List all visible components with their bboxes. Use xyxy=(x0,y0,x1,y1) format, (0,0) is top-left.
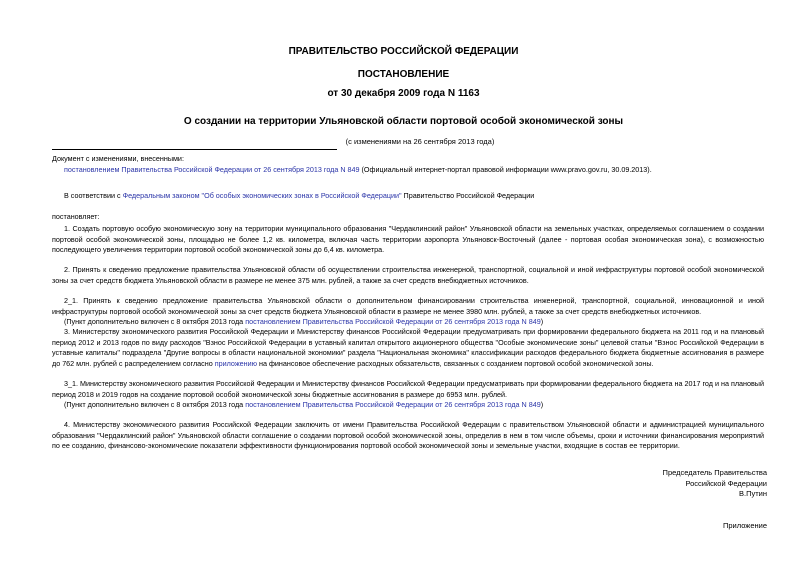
signature-block xyxy=(663,468,767,500)
paragraph-2: 2. Принять к сведению предложение правительства Ульяновской области об осуществлении строительства инженерной, транспортной, социальной и иной инфраструктуры портовой особой экономической зоны за счет средств бюджета Ульяновской области в размере не менее 375 млн. рублей, а также за счет средств внебюджетных источников. xyxy=(52,265,764,285)
paragraph-3 xyxy=(52,327,764,369)
added-note-after: ) xyxy=(540,317,544,326)
date-number: от 30 декабря 2009 года N 1163 xyxy=(327,88,480,99)
decrees-word: постановляет: xyxy=(52,212,100,221)
added-note-link[interactable]: постановлением Правительства Российской Федерации от 26 сентября 2013 года N 849 xyxy=(245,400,541,409)
changes-tail: (Официальный интернет-портал правовой информации www.pravo.gov.ru, 30.09.2013). xyxy=(359,164,652,174)
signature-title: Председатель Правительства xyxy=(662,468,767,477)
paragraph-3-after: на финансовое обеспечение расходных обязательств, связанных с созданием портовой особой экономической зоны. xyxy=(257,358,654,368)
added-note-1 xyxy=(64,317,764,328)
added-note-2 xyxy=(64,400,764,411)
signature-name: В.Путин xyxy=(739,489,767,498)
federal-law-link[interactable]: Федеральным законом "Об особых экономических зонах в Российской Федерации" xyxy=(122,191,402,200)
appendix-label: Приложение xyxy=(723,521,767,530)
added-note-link[interactable]: постановлением Правительства Российской Федерации от 26 сентября 2013 года N 849 xyxy=(245,317,541,326)
preamble-before: В соответствии с xyxy=(64,191,123,200)
changes-note xyxy=(52,154,764,175)
paragraph-1: 1. Создать портовую особую экономическую зону на территории муниципального образования "Чердаклинский район" Ульяновской области на земельных участках, определяемых соглашением о создании портовой особой экономической зоны, площадью не более 1,2 кв. километра, включая часть территории аэропорта Ульяновск-Восточный (далее - портовая особая экономическая зона), с возможностью последующего увеличения территории портовой особой экономической зоны до 6,4 кв. километра. xyxy=(52,224,764,254)
amendment-link[interactable]: постановлением Правительства Российской Федерации от 26 сентября 2013 года N 849 xyxy=(64,164,360,174)
divider xyxy=(52,149,337,150)
added-note-before: (Пункт дополнительно включен с 8 октября 2013 года xyxy=(64,317,246,326)
signature-country: Российской Федерации xyxy=(685,478,767,488)
paragraph-4: 4. Министерству экономического развития Российской Федерации заключить от имени Правительства Российской Федерации с правительством Ульяновской области и администрацией муниципального образования "Чердаклинский район" Ульяновской области соглашение о создании портовой особой экономической зоны, определив в нем в том числе объемы, сроки и источники финансирования мероприятий по ее созданию, финансово-экономические показатели эффективности функционирования портовой особой экономической зоны и земельные участки, входящие в состав ее территории. xyxy=(52,420,764,450)
document-title: О создании на территории Ульяновской области портовой особой экономической зоны xyxy=(183,116,624,127)
government-heading: ПРАВИТЕЛЬСТВО РОССИЙСКОЙ ФЕДЕРАЦИИ xyxy=(288,46,519,57)
changes-source xyxy=(64,165,764,176)
preamble xyxy=(64,191,764,202)
added-note-after: ) xyxy=(540,400,544,409)
changes-label: Документ с изменениями, внесенными: xyxy=(52,154,184,163)
preamble-after: Правительство Российской Федерации xyxy=(401,191,535,200)
appendix-link[interactable]: приложению xyxy=(214,358,257,368)
amendments-note: (с изменениями на 26 сентября 2013 года) xyxy=(345,137,495,146)
paragraph-2-1: 2_1. Принять к сведению предложение правительства Ульяновской области о дополнительном финансировании строительства инженерной, транспортной, социальной, инновационной и иной инфраструктуры портовой особой экономической зоны за счет средств бюджета Ульяновской области в размере не менее 3980 млн. рублей, а также за счет средств внебюджетных источников. xyxy=(52,296,764,316)
added-note-before: (Пункт дополнительно включен с 8 октября 2013 года xyxy=(64,400,246,409)
paragraph-3-1: 3_1. Министерству экономического развития Российской Федерации и Министерству финансов Российской Федерации предусматривать при формировании федерального бюджета на 2017 год и на плановый период 2018 и 2019 годов на создание портовой особой экономической зоны бюджетные ассигнования в размере до 6953 млн. рублей. xyxy=(52,379,764,399)
document-type: ПОСТАНОВЛЕНИЕ xyxy=(357,69,450,80)
paragraph-3-before: 3. Министерству экономического развития Российской Федерации и Министерству финансов Российской Федерации предусматривать при формировании федерального бюджета на 2011 год и на плановый период 2012 и 2013 годов по виду расходов "Взнос Российской Федерации в уставный капитал открытого акционерного общества "Особые экономические зоны" целевой статьи "Взнос Российской Федерации в уставные капиталы" подраздела "Другие вопросы в области национальной экономики" раздела "Национальная экономика" классификации расходов федерального бюджета бюджетные ассигнования в размере до 762 млн. рублей с распределением согласно xyxy=(52,327,764,368)
